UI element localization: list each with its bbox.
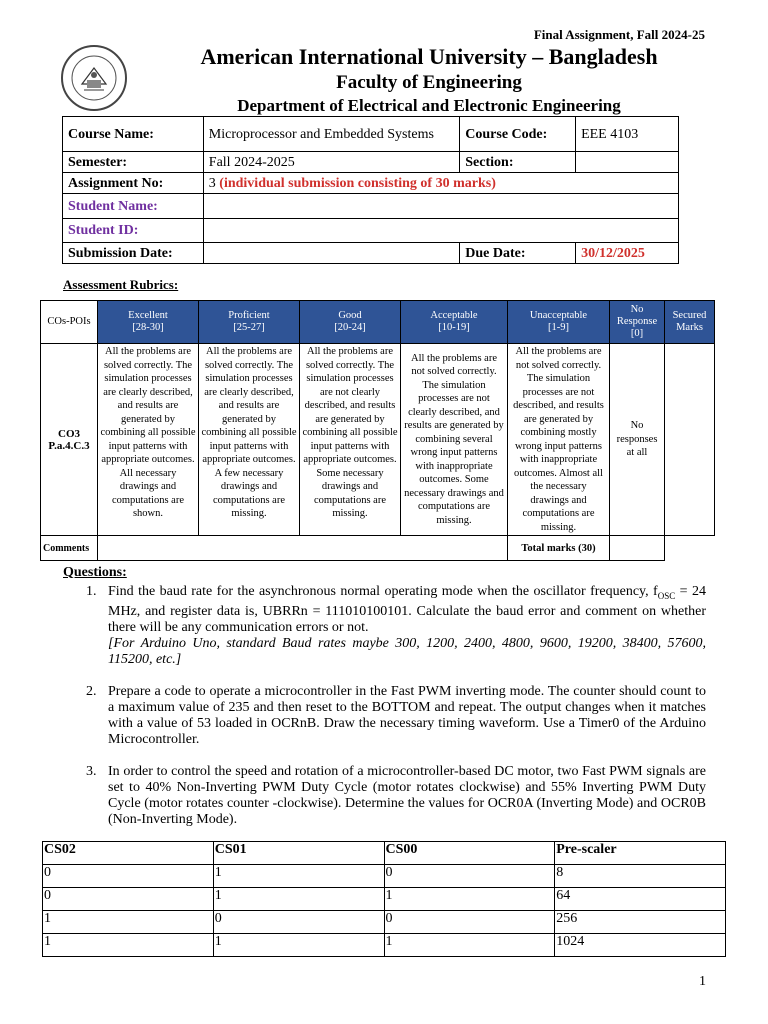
rubric-level-proficient: Proficient [25-27]: [199, 301, 300, 344]
prescaler-table: [42, 841, 726, 957]
course-code-label: Course Code:: [460, 117, 576, 152]
assignment-no-label: Assignment No:: [63, 173, 204, 194]
rubrics-heading: Assessment Rubrics:: [63, 277, 179, 292]
rubric-desc-excellent: All the problems are solved correctly. The simulation processes are clearly described, and results are generated by combining all possible input patterns with appropriate outcomes. All necessary drawings and computations are shown.: [98, 344, 199, 536]
comments-field[interactable]: [98, 536, 508, 561]
assignment-no-value: [203, 173, 678, 194]
no-response-header: No Response [0]: [610, 301, 665, 344]
question-1: 1. Find the baud rate for the asynchronous normal operating mode when the oscillator frequency, $f_{OSC} = 24$ MHz, and register data is, UBRRn = 111010100101. Calculate the baud error and comment on whether there will be any communication errors or not. [For Arduino Uno, standard Baud rates maybe 300, 1200, 2400, 4800, 9600, 19200, 38400, 57600, 115200, etc.]: [86, 584, 706, 667]
submission-date-field[interactable]: [203, 243, 459, 264]
due-date-value: 30/12/2025: [576, 243, 679, 264]
semester-label: Semester:: [63, 152, 204, 173]
page-number: 1: [699, 974, 706, 989]
final-assignment-label: Final Assignment, Fall 2024-25: [533, 27, 705, 42]
university-logo: [60, 44, 128, 112]
header-cs01: CS01: [213, 842, 384, 865]
course-info-table: [62, 116, 679, 264]
question-1-note: [For Arduino Uno, standard Baud rates maybe 300, 1200, 2400, 4800, 9600, 19200, 38400, 57600, 115200, etc.]: [108, 635, 706, 667]
faculty-title: Faculty of Engineering: [336, 72, 522, 93]
secured-marks-header: Secured Marks: [665, 301, 715, 344]
question-2: 2. Prepare a code to operate a microcontroller in the Fast PWM inverting mode. The counter should count to a maximum value of 235 and then reset to the BOTTOM and repeat. The output changes when it matches with a value of 53 loaded in OCRnB. Draw the necessary timing waveform. Use a Timer0 of the Arduino Microcontroller.: [86, 683, 706, 747]
osc-subscript: OSC: [657, 590, 676, 601]
rubrics-table: [40, 300, 715, 561]
table-row: 1 0 0 256: [43, 911, 726, 934]
rubric-level-excellent: Excellent [28-30]: [98, 301, 199, 344]
university-title: American International University – Bangladesh: [200, 44, 658, 69]
comments-label: Comments: [41, 536, 98, 561]
total-marks-label: Total marks (30): [508, 536, 610, 561]
table-row: 1 1 1 1024: [43, 934, 726, 957]
table-row: 0 1 0 8: [43, 865, 726, 888]
cos-pois-header: COs-POIs: [41, 301, 98, 344]
prescaler-header-row: [43, 842, 726, 865]
question-3: 3. In order to control the speed and rotation of a microcontroller-based DC motor, two Fast PWM signals are set to 40% Non-Inverting PWM Duty Cycle (motor rotates clockwise) and 55% Inverting PWM Duty Cycle (motor rotates counter -clockwise). Determine the values for OCR0A (Inverting Mode) and OCR0B (Non-Inverting Mode).: [86, 763, 706, 827]
question-list: [86, 584, 706, 844]
rubric-desc-good: All the problems are solved correctly. The simulation processes are not clearly described, and results are generated by combining all possible input patterns with appropriate outcomes. Some necessary drawings and computations are missing.: [300, 344, 401, 536]
student-name-field[interactable]: [203, 194, 678, 219]
no-response-desc: No responses at all: [610, 344, 665, 536]
rubric-desc-acceptable: All the problems are not solved correctly. The simulation processes are not clearly described, and results are generated by combining several wrong input patterns with inappropriate outcomes. Some necessary drawings and computations are missing.: [401, 344, 508, 536]
header-cs00: CS00: [384, 842, 555, 865]
section-label: Section:: [460, 152, 576, 173]
rubric-desc-proficient: All the problems are solved correctly. The simulation processes are clearly described, and results are generated by combining all possible input patterns with appropriate outcomes. A few necessary drawings and computations are missing.: [199, 344, 300, 536]
assignment-number: 3: [208, 175, 216, 191]
rubric-level-good: Good [20-24]: [300, 301, 401, 344]
student-name-label: Student Name:: [63, 194, 204, 219]
course-code-value: EEE 4103: [576, 117, 679, 152]
course-name-value: Microprocessor and Embedded Systems: [203, 117, 459, 152]
co-poi-cell: CO3 P.a.4.C.3: [41, 344, 98, 536]
student-id-label: Student ID:: [63, 219, 204, 243]
student-id-field[interactable]: [203, 219, 678, 243]
assignment-note: (individual submission consisting of 30 marks): [219, 175, 496, 191]
header-cs02: CS02: [43, 842, 214, 865]
section-value[interactable]: [576, 152, 679, 173]
department-title: Department of Electrical and Electronic Engineering: [237, 96, 621, 115]
course-name-label: Course Name:: [63, 117, 204, 152]
rubric-level-acceptable: Acceptable [10-19]: [401, 301, 508, 344]
header-prescaler: Pre-scaler: [555, 842, 726, 865]
due-date-label: Due Date:: [460, 243, 576, 264]
secured-marks-cell[interactable]: [665, 344, 715, 536]
total-marks-value[interactable]: [610, 536, 665, 561]
table-row: 0 1 1 64: [43, 888, 726, 911]
rubric-desc-unacceptable: All the problems are not solved correctly. The simulation processes are not described, and results are generated by combining mostly wrong input patterns with inappropriate outcomes. Almost all the necessary drawings and computations are missing.: [508, 344, 610, 536]
rubric-level-unacceptable: Unacceptable [1-9]: [508, 301, 610, 344]
semester-value: Fall 2024-2025: [203, 152, 459, 173]
submission-date-label: Submission Date:: [63, 243, 204, 264]
questions-heading: Questions:: [63, 565, 127, 580]
